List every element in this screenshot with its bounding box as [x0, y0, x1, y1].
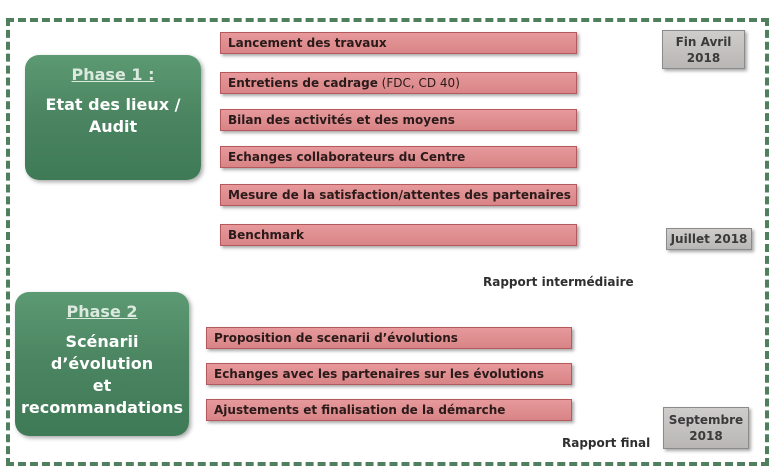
milestone-line2: 2018: [689, 429, 723, 443]
rapport-final-label: Rapport final: [562, 436, 651, 450]
task-bar: [220, 146, 577, 168]
task-bar: [220, 72, 577, 94]
task-bar: [206, 363, 572, 385]
phase-2-title: Phase 2: [66, 302, 138, 321]
task-bar: [220, 32, 577, 54]
task-bar: [220, 224, 577, 246]
task-label: Echanges collaborateurs du Centre: [228, 150, 466, 164]
task-label: Benchmark: [228, 228, 304, 242]
task-label: Lancement des travaux: [228, 36, 387, 50]
milestone-line1: Fin Avril: [675, 35, 732, 49]
phase-2-description-line2: et: [92, 376, 112, 395]
task-bar: [206, 327, 572, 349]
task-note: (FDC, CD 40): [377, 76, 460, 90]
milestone-juillet: [666, 228, 752, 250]
phase-2-block: [15, 292, 189, 436]
milestone-line2: 2018: [686, 51, 721, 65]
milestone-fin-avril: [662, 30, 745, 69]
phase-2-description-line3: recommandations: [20, 398, 184, 417]
milestone-label: Juillet 2018: [670, 232, 748, 246]
task-label: Ajustements et finalisation de la démarche: [214, 403, 506, 417]
milestone-line1: Septembre: [668, 413, 744, 427]
task-label: Bilan des activités et des moyens: [228, 113, 455, 127]
phase-2-description-line1: Scénarii d’évolution: [50, 332, 154, 373]
phase-1-title: Phase 1 :: [71, 65, 155, 84]
task-label: Entretiens de cadrage: [228, 76, 378, 90]
task-label: Mesure de la satisfaction/attentes des partenaires: [228, 188, 571, 202]
rapport-intermediaire-label: Rapport intermédiaire: [483, 275, 634, 289]
phase-1-description-line1: Etat des lieux /: [45, 95, 181, 114]
task-bar: [220, 109, 577, 131]
task-label: Echanges avec les partenaires sur les évolutions: [214, 367, 545, 381]
milestone-septembre: [663, 407, 749, 449]
phase-1-description-line2: Audit: [88, 117, 138, 136]
phase-1-block: [25, 55, 201, 180]
task-bar: [206, 399, 572, 421]
task-label: Proposition de scenarii d’évolutions: [214, 331, 458, 345]
task-bar: [220, 184, 577, 206]
